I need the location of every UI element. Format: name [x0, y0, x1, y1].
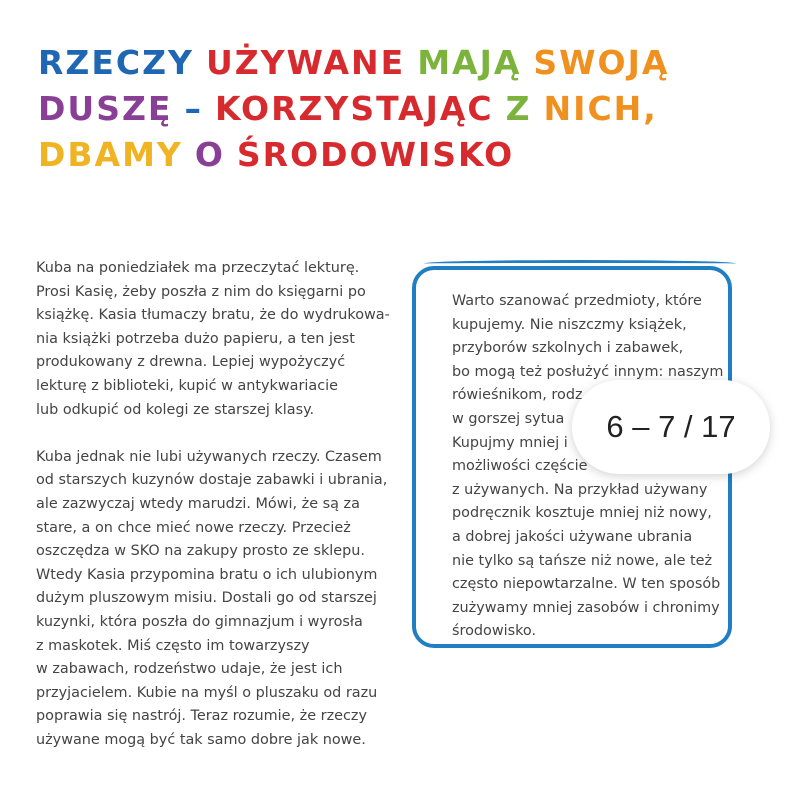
title-word: KORZYSTAJĄC	[214, 89, 494, 128]
page-indicator-label: 6 – 7 / 17	[606, 409, 736, 444]
title-word: DBAMY	[38, 135, 183, 174]
page-title	[38, 40, 758, 178]
title-word: SWOJĄ	[533, 43, 670, 82]
title-word: O	[194, 135, 225, 174]
tip-box-text: Warto szanować przedmioty, które kupujemy. Nie niszczmy książek, przyborów szkolnych i zabawek, bo mogą też posłużyć innym: naszym rówieśnikom, rodz w gorszej sytua Kupujmy mniej i możliwości częście z używanych. Na przykład używany podręcznik kosztuje mniej niż nowy, a dobrej jakości używane ubrania nie tylko są tańsze niż nowe, ale też często niepowtarzalne. W ten sposób zużywamy mniej zasobów i chronimy środowisko.	[452, 293, 724, 640]
title-word: MAJĄ	[417, 43, 522, 82]
story-paragraph-2: Kuba jednak nie lubi używanych rzeczy. Czasem od starszych kuzynów dostaje zabawki i ubrania, ale zazwyczaj wtedy marudzi. Mówi, że są za stare, a on chce mieć nowe rzeczy. Przecież oszczędza w SKO na zakupy prosto ze sklepu. Wtedy Kasia przypomina bratu o ich ulubionym dużym pluszowym misiu. Dostali go od starszej kuzynki, która poszła do gimnazjum i wyrosła z maskotek. Miś często im towarzyszy w zabawach, rodzeństwo udaje, że jest ich przyjacielem. Kubie na myśl o pluszaku od razu poprawia się nastrój. Teraz rozumie, że rzeczy używane mogą być tak samo dobre jak nowe.	[36, 448, 388, 748]
title-line-1	[38, 40, 758, 86]
story-column	[36, 257, 396, 752]
title-word: –	[184, 89, 203, 128]
title-line-3	[38, 132, 758, 178]
title-word: DUSZĘ	[38, 89, 173, 128]
title-line-2	[38, 86, 758, 132]
title-word: RZECZY	[38, 43, 194, 82]
story-paragraph-1: Kuba na poniedziałek ma przeczytać lekturę. Prosi Kasię, żeby poszła z nim do księgarni po książkę. Kasia tłumaczy bratu, że do wydrukowa- nia książki potrzeba dużo papieru, a ten jest produkowany z drewna. Lepiej wypożyczyć lekturę z biblioteki, kupić w antykwariacie lub odkupić od kolegi ze starszej klasy.	[36, 260, 390, 418]
title-word: UŻYWANE	[205, 43, 406, 82]
title-word: Z	[505, 89, 532, 128]
title-word: NICH,	[543, 89, 658, 128]
page-indicator[interactable]	[572, 380, 770, 474]
title-word: ŚRODOWISKO	[236, 135, 515, 174]
